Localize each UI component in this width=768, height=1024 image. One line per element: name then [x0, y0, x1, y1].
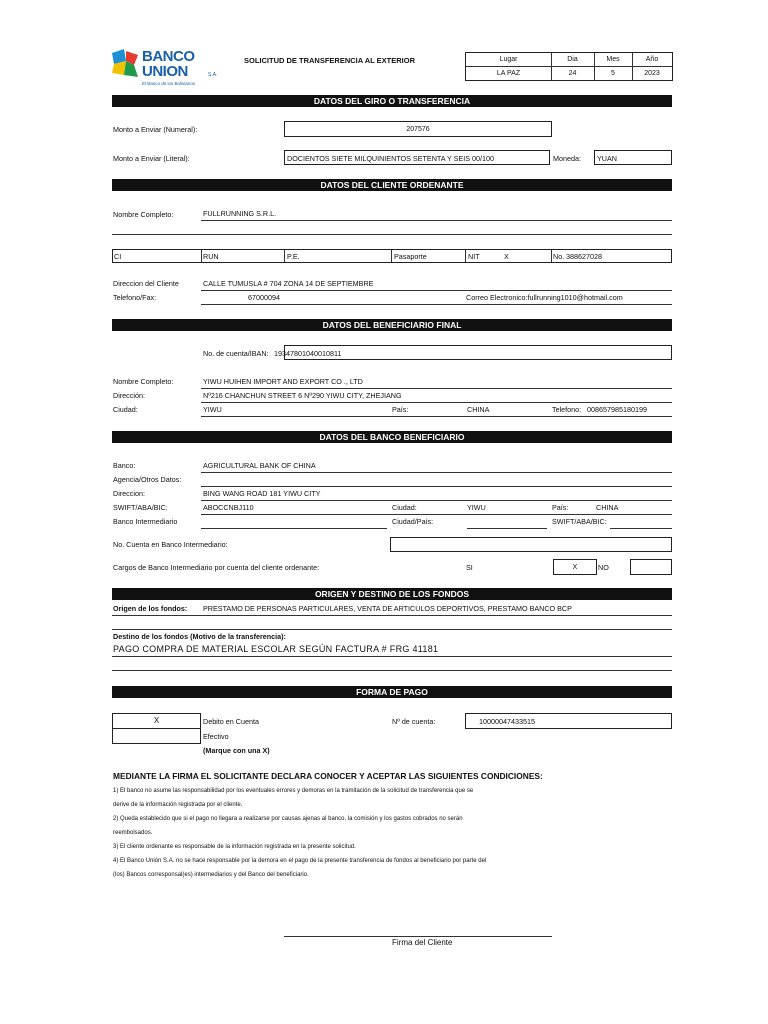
id-nit[interactable]: NIT: [468, 252, 480, 261]
beneficiario-nombre-value[interactable]: YIWU HUIHEN IMPORT AND EXPORT CO ., LTD: [203, 377, 363, 386]
beneficiario-cuenta-value: 19347801040010811: [274, 349, 342, 358]
beneficiario-direccion-label: Dirección:: [113, 391, 145, 400]
debito-mark: X: [153, 716, 160, 725]
cargos-no-box[interactable]: [630, 559, 672, 575]
efectivo-checkbox[interactable]: [112, 728, 201, 744]
logo-mark-icon: [110, 49, 140, 81]
id-ci[interactable]: CI: [114, 252, 122, 261]
id-no-value[interactable]: 388627028: [566, 252, 602, 261]
cargos-no-label: NO: [598, 563, 609, 572]
signature-line[interactable]: [284, 936, 552, 937]
monto-literal-field[interactable]: [284, 150, 550, 165]
ordenante-direccion-value[interactable]: CALLE TUMUSLA # 704 ZONA 14 DE SEPTIEMBRE: [203, 279, 374, 288]
moneda-field[interactable]: [594, 150, 672, 165]
anio-value[interactable]: 2023: [644, 70, 660, 77]
beneficiario-direccion-value[interactable]: Nº216 CHANCHUN STREET 6 Nº290 YIWU CITY, ZHEJIANG: [203, 391, 402, 400]
logo-tagline: El Banco de los Bolivianos: [142, 81, 196, 86]
header-lugar: Lugar: [499, 56, 518, 63]
logo-text-union: UNION: [142, 63, 188, 80]
banco-label: Banco:: [113, 461, 136, 470]
beneficiario-telefono-value[interactable]: 008657985180199: [587, 405, 647, 414]
id-no-label: No.: [553, 252, 565, 261]
debito-label: Debito en Cuenta: [203, 717, 259, 726]
monto-numeral-field[interactable]: [284, 121, 552, 137]
banco-intermediario-label: Banco Intermediario: [113, 517, 178, 526]
pago-cuenta-value: 10000047433515: [479, 717, 535, 726]
pago-cuenta-field[interactable]: [465, 713, 672, 729]
header-anio: Año: [645, 56, 659, 63]
moneda-value: YUAN: [597, 154, 617, 163]
cargos-label: Cargos de Banco Intermediario por cuenta del cliente ordenante:: [113, 563, 320, 572]
banco-pais-label: País:: [552, 503, 569, 512]
mes-value[interactable]: 5: [611, 70, 615, 77]
cuenta-intermediario-field[interactable]: [390, 537, 672, 552]
ordenante-nombre-label: Nombre Completo:: [113, 210, 174, 219]
moneda-label: Moneda:: [553, 154, 581, 163]
lugar-value[interactable]: LA PAZ: [496, 70, 521, 77]
banco-direccion-value[interactable]: BING WANG ROAD 181 YIWU CITY: [203, 489, 321, 498]
form-title: SOLICITUD DE TRANSFERENCIA AL EXTERIOR: [244, 56, 415, 65]
condicion-line: derive de la información registrada por el cliente.: [113, 802, 243, 808]
condicion-line: reembolsados.: [113, 830, 153, 836]
banco-ciudad-label: Ciudad:: [392, 503, 417, 512]
id-run[interactable]: RUN: [203, 252, 219, 261]
beneficiario-pais-value[interactable]: CHINA: [467, 405, 490, 414]
banco-ciudad-value[interactable]: YIWU: [467, 503, 486, 512]
section-fondos-title: ORIGEN Y DESTINO DE LOS FONDOS: [112, 588, 672, 600]
destino-value[interactable]: PAGO COMPRA DE MATERIAL ESCOLAR SEGÚN FACTURA # FRG 41181: [113, 644, 439, 654]
condicion-line: (los) Bancos corresponsal(es) intermediarios y del Banco del beneficiario.: [113, 872, 309, 878]
cargos-si-label: SI: [466, 563, 473, 572]
banco-swift-value[interactable]: ABOCCNBJ110: [203, 503, 254, 512]
banco-value[interactable]: AGRICULTURAL BANK OF CHINA: [203, 461, 316, 470]
section-banco-title: DATOS DEL BANCO BENEFICIARIO: [112, 431, 672, 443]
monto-numeral-label: Monto a Enviar (Numeral):: [113, 125, 198, 134]
monto-numeral-value: 207576: [406, 126, 430, 133]
id-pe[interactable]: P.E.: [287, 252, 300, 261]
origen-label: Origen de los fondos:: [113, 604, 188, 613]
condicion-line: 2) Queda establecido que si el pago no llegara a realizarse por causas ajenas al banco, la comisión y los gastos cobrados no serán: [113, 816, 463, 822]
id-nit-mark: X: [504, 252, 509, 261]
section-pago-title: FORMA DE PAGO: [112, 686, 672, 698]
cuenta-intermediario-label: No. Cuenta en Banco Intermediario:: [113, 540, 228, 549]
banco-ciudad-pais-label: Ciudad/País:: [392, 517, 434, 526]
banco-swift2-label: SWIFT/ABA/BIC:: [552, 517, 607, 526]
condicion-line: 3) El cliente ordenante es responsable de la información registrada en la presente solicitud.: [113, 844, 356, 850]
banco-swift-label: SWIFT/ABA/BIC:: [113, 503, 168, 512]
banco-pais-value[interactable]: CHINA: [596, 503, 619, 512]
date-place-table: [465, 52, 673, 81]
ordenante-telefono-label: Telefono/Fax:: [113, 293, 157, 302]
section-beneficiario-title: DATOS DEL BENEFICIARIO FINAL: [112, 319, 672, 331]
cargos-si-box[interactable]: [553, 559, 597, 575]
signature-label: Firma del Cliente: [392, 938, 453, 947]
beneficiario-cuenta-field[interactable]: [284, 345, 672, 360]
beneficiario-cuenta-label: No. de cuenta/IBAN:: [203, 349, 269, 358]
pago-cuenta-label: Nº de cuenta:: [392, 717, 436, 726]
debito-checkbox[interactable]: [112, 713, 201, 729]
section-giro-title: DATOS DEL GIRO O TRANSFERENCIA: [112, 95, 672, 107]
ordenante-direccion-label: Direccion del Cliente: [113, 279, 179, 288]
marque-note: (Marque con una X): [203, 746, 270, 755]
cargos-si-mark: X: [572, 564, 578, 571]
header-mes: Mes: [606, 56, 620, 63]
beneficiario-ciudad-label: Ciudad:: [113, 405, 138, 414]
logo-text-sa: S.A.: [208, 72, 218, 78]
section-ordenante-title: DATOS DEL CLIENTE ORDENANTE: [112, 179, 672, 191]
condicion-line: 1) El banco no asume las responsabilidad por los eventuales errores y demoras en la tramitación de la solicitud de transferencia que se: [113, 788, 474, 794]
beneficiario-ciudad-value[interactable]: YIWU: [203, 405, 222, 414]
ordenante-nombre-value[interactable]: FULLRUNNING S.R.L.: [203, 209, 277, 218]
header-dia: Dia: [567, 56, 578, 63]
id-type-row: [112, 249, 672, 263]
condiciones-heading: MEDIANTE LA FIRMA EL SOLICITANTE DECLARA CONOCER Y ACEPTAR LAS SIGUIENTES CONDICIONES:: [113, 771, 543, 781]
ordenante-telefono-value[interactable]: 67000094: [248, 293, 280, 302]
id-pasaporte[interactable]: Pasaporte: [394, 252, 427, 261]
banco-direccion-label: Direccion:: [113, 489, 145, 498]
monto-literal-value: DOCIENTOS SIETE MILQUINIENTOS SETENTA Y SEIS 00/100: [287, 154, 495, 163]
origen-value[interactable]: PRESTAMO DE PERSONAS PARTICULARES, VENTA DE ARTICULOS DEPORTIVOS, PRESTAMO BANCO BCP: [203, 604, 572, 613]
condicion-line: 4) El Banco Unión S.A. no se hace responsable por la demora en el pago de la presente transferencia de fondos al beneficiario por parte del: [113, 858, 487, 864]
beneficiario-telefono-label: Telefono:: [552, 405, 582, 414]
destino-label: Destino de los fondos (Motivo de la transferencia):: [113, 632, 286, 641]
beneficiario-nombre-label: Nombre Completo:: [113, 377, 174, 386]
beneficiario-pais-label: País:: [392, 405, 409, 414]
ordenante-correo[interactable]: Correo Electronico:fullrunning1010@hotmail.com: [466, 293, 623, 302]
logo-text-banco: BANCO: [142, 48, 195, 65]
efectivo-label: Efectivo: [203, 732, 229, 741]
bank-logo: [110, 47, 222, 91]
dia-value[interactable]: 24: [568, 70, 577, 77]
banco-agencia-label: Agencia/Otros Datos:: [113, 475, 182, 484]
monto-literal-label: Monto a Enviar (Literal):: [113, 154, 190, 163]
